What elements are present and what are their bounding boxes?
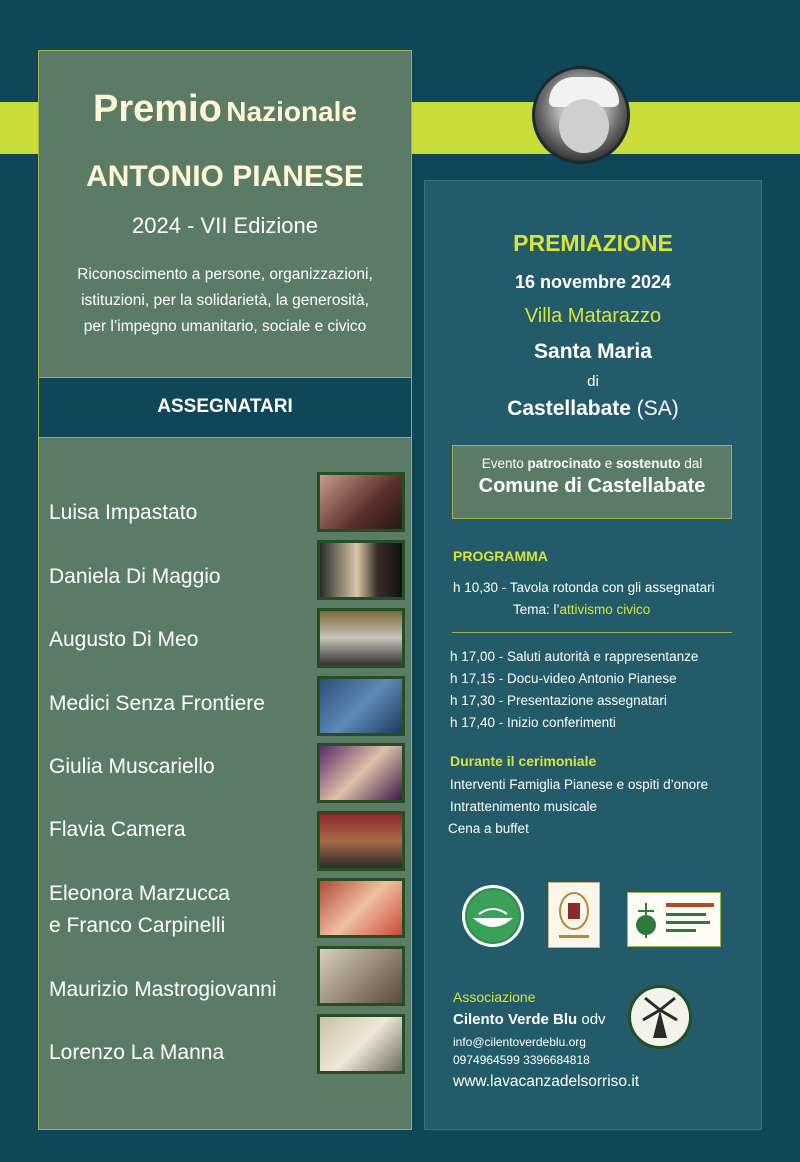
recipient-photo (317, 472, 405, 532)
program-item: h 17,00 - Saluti autorità e rappresentanze (450, 649, 699, 664)
smile-logo-icon (465, 888, 521, 944)
award-description: Riconoscimento a persone, organizzazioni, istituzioni, per la solidarietà, la generosità, per l’impegno umanitario, sociale e civico (77, 266, 373, 335)
cerimoniale-title: Durante il cerimoniale (450, 753, 597, 769)
parco-nazionale-logo (627, 892, 721, 947)
antonio-pianese-portrait (532, 66, 630, 164)
event-town: Castellabate (SA) (507, 397, 679, 420)
portrait-face (559, 99, 609, 153)
recipient-name: Lorenzo La Manna (49, 1041, 225, 1064)
recipient-name: Flavia Camera (49, 818, 186, 841)
cilento-verde-blu-logo (628, 985, 692, 1049)
website-link[interactable]: www.lavacanzadelsorriso.it (453, 1073, 640, 1090)
recipient-photo (317, 946, 405, 1006)
recipient-name: Augusto Di Meo (49, 628, 199, 651)
premiazione-title: PREMIAZIONE (513, 230, 673, 256)
edition: 2024 - VII Edizione (132, 213, 318, 238)
recipient-name: Giulia Muscariello (49, 755, 215, 778)
recipient-photo (317, 1014, 405, 1074)
recipient-name: Luisa Impastato (49, 501, 198, 524)
event-date: 16 novembre 2024 (514, 272, 672, 292)
association-email[interactable]: info@cilentoverdeblu.org (453, 1035, 586, 1049)
recipient-name: Maurizio Mastrogiovanni (49, 978, 277, 1001)
event-venue: Villa Matarazzo (524, 305, 662, 327)
patron-entity: Comune di Castellabate (478, 475, 706, 497)
program-item: h 17,15 - Docu-video Antonio Pianese (450, 671, 677, 686)
cerimoniale-item: Intrattenimento musicale (450, 799, 598, 814)
recipient-name: Medici Senza Frontiere (49, 692, 265, 715)
association-name: Cilento Verde Blu odv (453, 1011, 606, 1028)
program-item: h 10,30 - Tavola rotonda con gli assegnatari (453, 580, 715, 595)
park-logo-icon (628, 893, 720, 946)
vacanza-del-sorriso-logo (462, 885, 524, 947)
assegnatari-header: ASSEGNATARI (38, 377, 412, 438)
award-name: ANTONIO PIANESE (86, 160, 364, 193)
program-theme: Tema: l’attivismo civico (513, 602, 651, 617)
comune-castellabate-crest (548, 882, 600, 948)
windmill-icon (631, 988, 689, 1046)
recipient-photo (317, 743, 405, 803)
event-place: Santa Maria (534, 340, 652, 363)
programma-title: PROGRAMMA (453, 548, 548, 564)
recipient-name: Eleonora Marzucca e Franco Carpinelli (49, 882, 230, 937)
cerimoniale-item: Interventi Famiglia Pianese e ospiti d’onore (450, 777, 709, 792)
program-item: h 17,30 - Presentazione assegnatari (450, 693, 667, 708)
patronage-box: Evento patrocinato e sostenuto dal Comune di Castellabate (452, 445, 732, 519)
association-phones: 0974964599 3396684818 (453, 1053, 590, 1067)
recipient-photo (317, 540, 405, 600)
program-item: h 17,40 - Inizio conferimenti (450, 715, 616, 730)
association-label: Associazione (453, 989, 536, 1005)
recipient-photo (317, 878, 405, 938)
recipient-photo (317, 811, 405, 871)
crest-icon (549, 883, 599, 947)
recipient-photo (317, 676, 405, 736)
recipient-photo (317, 608, 405, 668)
divider (452, 632, 732, 633)
recipient-name: Daniela Di Maggio (49, 565, 221, 588)
award-title: Premio Nazionale (93, 88, 357, 130)
cerimoniale-item: Cena a buffet (448, 821, 529, 836)
event-place-connector: di (587, 373, 599, 390)
